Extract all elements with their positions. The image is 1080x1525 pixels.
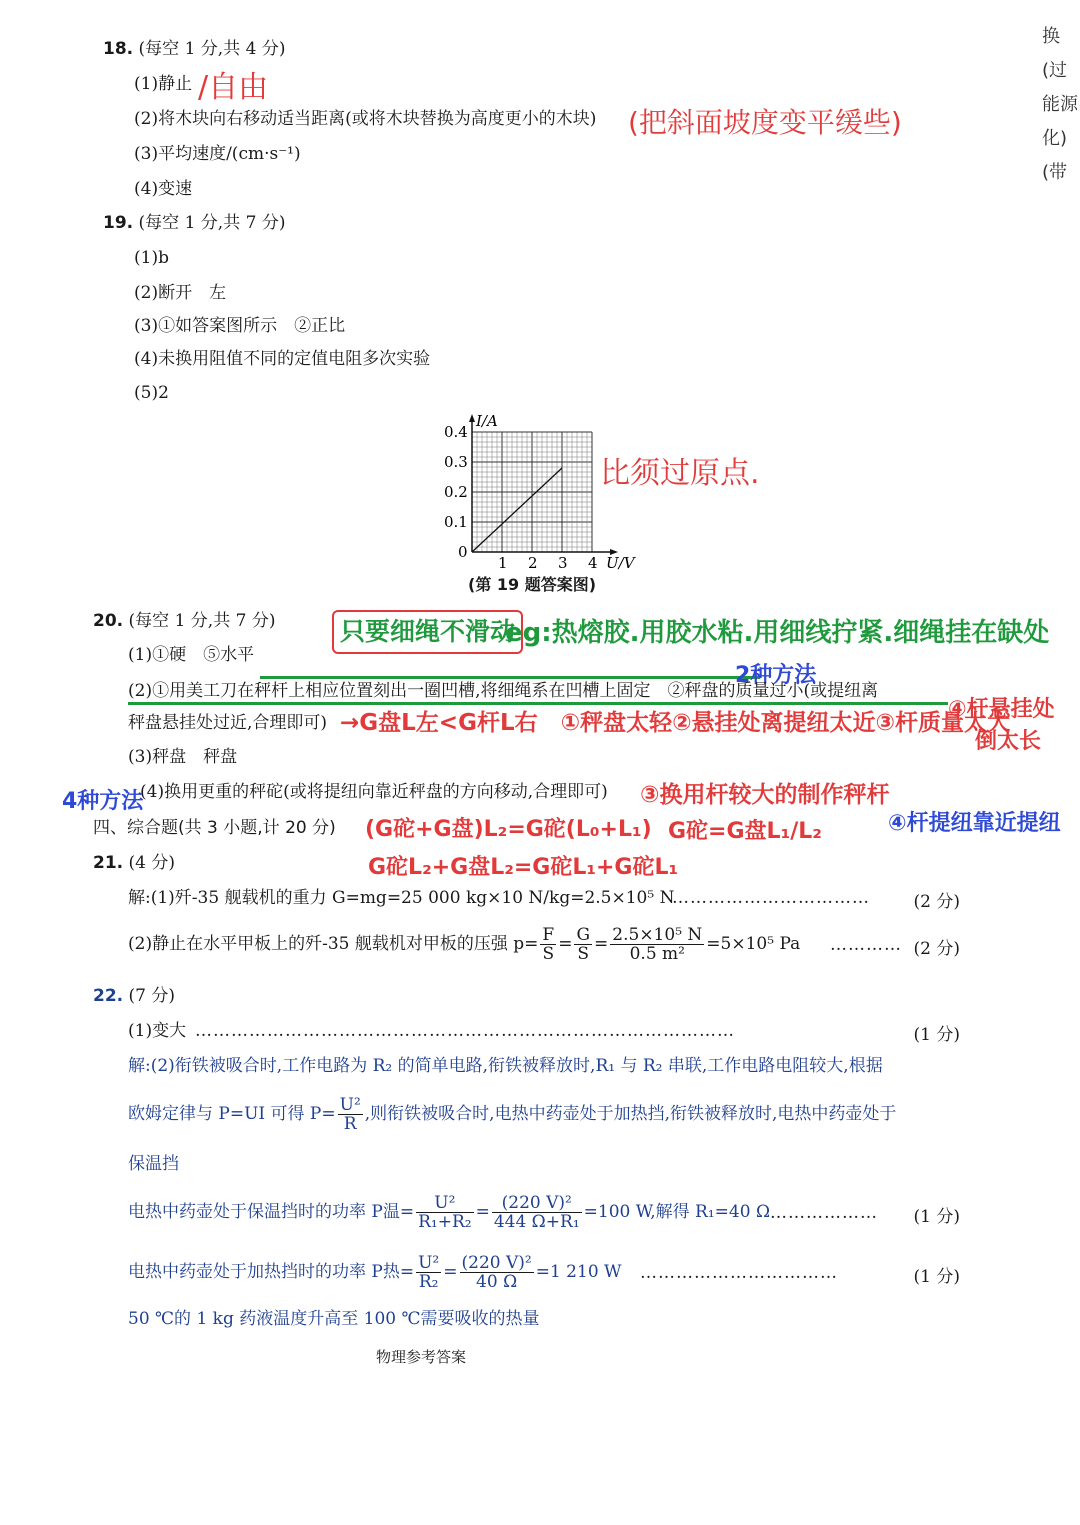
q21-solution-2-text: (2)静止在水平甲板上的歼-35 舰载机对甲板的压强 p= [128,934,539,954]
q22-solution-4-text: 电热中药壶处于加热挡时的功率 P热= [128,1262,415,1282]
q22-solution-3-result: =100 W,解得 R₁=40 Ω [583,1202,771,1222]
q20-answer-3: (3)秤盘 秤盘 [128,747,238,767]
y-tick-label: 0.2 [444,483,468,501]
x-tick-label: 1 [498,554,508,572]
q20-note-green-examples: eg:热熔胶.用胶水粘.用细线拧紧.细绳挂在缺处 [505,618,1050,648]
frac-den: 40 Ω [476,1272,518,1292]
margin-note: 化) [1042,128,1068,149]
q19-answer-chart [430,412,640,597]
q20-green-underline [260,676,760,679]
q20-note-box: 只要细绳不滑动 [332,610,523,654]
q20-points: (每空 1 分,共 7 分) [128,611,276,631]
frac-num: F [542,925,555,945]
q20-answer-2a: (2)①用美工刀在秤杆上相应位置刻出一圈凹槽,将细绳系在凹槽上固定 ②秤盘的质量过小(或提纽离 [128,681,879,701]
q21-dots-1: …………………………… [672,888,870,908]
q18-answer-1: (1)静止 [134,74,193,94]
chart-xlabel: U/V [606,554,635,572]
q22-dots-3: ……………… [770,1203,878,1223]
q18-points: (每空 1 分,共 4 分) [138,39,286,59]
q20-answer-2b: 秤盘悬挂处过近,合理即可) [128,713,328,733]
fraction-u2-over-r2 [416,1254,441,1291]
q21-score-1: (2 分) [913,892,960,912]
q22-solution-2a: 解:(2)衔铁被吸合时,工作电路为 R₂ 的简单电路,衔铁被释放时,R₁ 与 R₂ 串联,工作电路电阻较大,根据 [128,1056,883,1076]
page-footer: 物理参考答案 [376,1348,467,1366]
q19-answer-2: (2)断开 左 [134,283,227,303]
frac-den: 444 Ω+R₁ [493,1212,580,1232]
q18-note-free: /自由 [198,70,269,105]
q22-score-4: (1 分) [913,1267,960,1287]
x-tick-label: 3 [558,554,568,572]
q22-solution-4: 电热中药壶处于加热挡时的功率 P热= $\frac{\text{U²}}{\text{R₂}}$ = $\frac{\text{(220 V)²}}{40 \Omega}$ =1 210 W [128,1253,622,1292]
q22-solution-5: 50 ℃的 1 kg 药液温度升高至 100 ℃需要吸收的热量 [128,1309,540,1329]
fraction-g-over-s [574,926,592,963]
q18-number: 18. [103,39,134,59]
fraction-u2-over-r1r2 [416,1194,473,1231]
q18-header [103,38,285,60]
q21-solution-2: (2)静止在水平甲板上的歼-35 舰载机对甲板的压强 p= $\frac{F}{S}$ = $\frac{G}{S}$ = $\frac{\text{2.5×10⁵ N}}{\text{0.5 m²}}$ =5×10⁵ Pa [128,925,801,964]
x-tick-label: 2 [528,554,538,572]
q22-solution-3-text: 电热中药壶处于保温挡时的功率 P温= [128,1202,415,1222]
chart-title: (第 19 题答案图) [468,575,597,594]
q22-score-3: (1 分) [913,1207,960,1227]
q22-dots-4: …………………………… [640,1263,838,1283]
frac-num: 2.5×10⁵ N [612,925,703,945]
frac-num: U² [416,1194,473,1213]
fraction-values [610,926,704,963]
frac-den: S [577,944,590,964]
q20-note-equation-2: G砣L₂+G盘L₂=G砣L₁+G砣L₁ [368,855,679,880]
q20-note-reason-4a: ④杆悬挂处 [948,697,1055,722]
frac-den: R₁+R₂ [418,1212,472,1232]
q20-note-method-3: ③换用杆较大的制作秤杆 [640,782,890,808]
q22-score-1: (1 分) [913,1025,960,1045]
q18-answer-4: (4)变速 [134,179,193,199]
right-margin-notes [1042,20,1080,190]
q19-note-origin: 比须过原点. [600,456,760,491]
q20-note-reasons: →G盘L左<G杆L右 ①秤盘太轻②悬挂处离提纽太近③杆质量太大 [340,710,1011,736]
q22-number: 22. [93,986,124,1006]
q22-dots-1: ……………………………………………………………………………… [195,1021,735,1041]
q20-number: 20. [93,611,124,631]
q22-solution-2b-rest: ,则衔铁被吸合时,电热中药壶处于加热挡,衔铁被释放时,电热中药壶处于 [364,1104,897,1124]
fraction-f-over-s [540,926,556,963]
y-axis-arrow [469,414,475,422]
q19-answer-1: (1)b [134,248,169,268]
chart-grid [472,432,592,552]
q20-note-two-methods: 2种方法 [735,663,817,688]
q21-result: =5×10⁵ Pa [706,934,801,954]
q21-points: (4 分) [128,853,176,873]
y-tick-label: 0.1 [444,513,468,531]
chart-origin-label: 0 [458,543,468,561]
q18-answer-3: (3)平均速度/(cm·s⁻¹) [134,144,301,164]
frac-num: U² [418,1253,440,1273]
frac-num: G [576,925,591,945]
q19-answer-4: (4)未换用阻值不同的定值电阻多次实验 [134,349,431,369]
q22-solution-2b [128,1094,896,1134]
fraction-values-heat [460,1254,534,1291]
q18-note-slope: (把斜面坡度变平缓些) [628,106,902,139]
y-tick-label: 0.3 [444,453,468,471]
q20-note-equation-3: G砣=G盘L₁/L₂ [668,819,822,844]
fraction-values-warm [492,1194,582,1231]
q22-header [93,985,175,1007]
frac-den: 0.5 m² [629,944,685,964]
frac-den: S [542,944,555,964]
q21-dots-2: ………… [830,935,902,955]
frac-num: (220 V)² [461,1253,532,1273]
q22-solution-2c: 保温挡 [128,1154,179,1174]
margin-note: 换 [1042,26,1060,47]
q19-header [103,212,285,234]
q20-note-method-4: ④杆提纽靠近提纽 [888,811,1061,836]
frac-den: R [343,1114,357,1134]
q20-answer-1: (1)①硬 ⑤水平 [128,645,255,665]
frac-num: (220 V)² [492,1194,582,1213]
frac-den: R₂ [418,1272,439,1292]
q19-answer-5: (5)2 [134,383,169,403]
q19-number: 19. [103,213,134,233]
margin-note: (过 [1042,60,1068,81]
section-4-title: 四、综合题(共 3 小题,计 20 分) [93,818,336,838]
q22-solution-2b-text: 欧姆定律与 P=UI 可得 P= [128,1104,336,1124]
q19-points: (每空 1 分,共 7 分) [138,213,286,233]
q21-number: 21. [93,853,124,873]
q18-answer-2: (2)将木块向右移动适当距离(或将木块替换为高度更小的木块) [134,109,597,129]
chart-ylabel: I/A [476,412,498,430]
fraction-u2-over-r [338,1096,363,1133]
y-tick-label: 0.4 [444,423,468,441]
q21-solution-1: 解:(1)歼-35 舰载机的重力 G=mg=25 000 kg×10 N/kg=2.5×10⁵ N [128,888,675,908]
frac-num: U² [339,1095,361,1115]
q20-note-reason-4b: 倒太长 [975,729,1042,754]
q22-points: (7 分) [128,986,176,1006]
q21-header [93,852,175,874]
q22-solution-3: 电热中药壶处于保温挡时的功率 P温= $\frac{\text{U²}}{\text{R₁+R₂}}$ = $\frac{\text{(220 V)²}}{\text{444 Ω+R₁}}$ =100 W,解得 R₁=40 Ω [128,1193,771,1232]
margin-note: (带 [1042,162,1068,183]
q21-score-2: (2 分) [913,939,960,959]
q20-header [93,610,275,632]
x-tick-label: 4 [588,554,598,572]
q20-note-equation-1: (G砣+G盘)L₂=G砣(L₀+L₁) [365,817,652,842]
q20-note-four-methods: 4种方法 [62,789,144,814]
q20-answer-4: (4)换用更重的秤砣(或将提纽向靠近秤盘的方向移动,合理即可) [140,782,608,802]
q22-solution-4-result: =1 210 W [535,1262,622,1282]
q22-answer-1: (1)变大 [128,1021,187,1041]
margin-note: 能源 [1042,94,1078,115]
q19-answer-3: (3)①如答案图所示 ②正比 [134,316,346,336]
